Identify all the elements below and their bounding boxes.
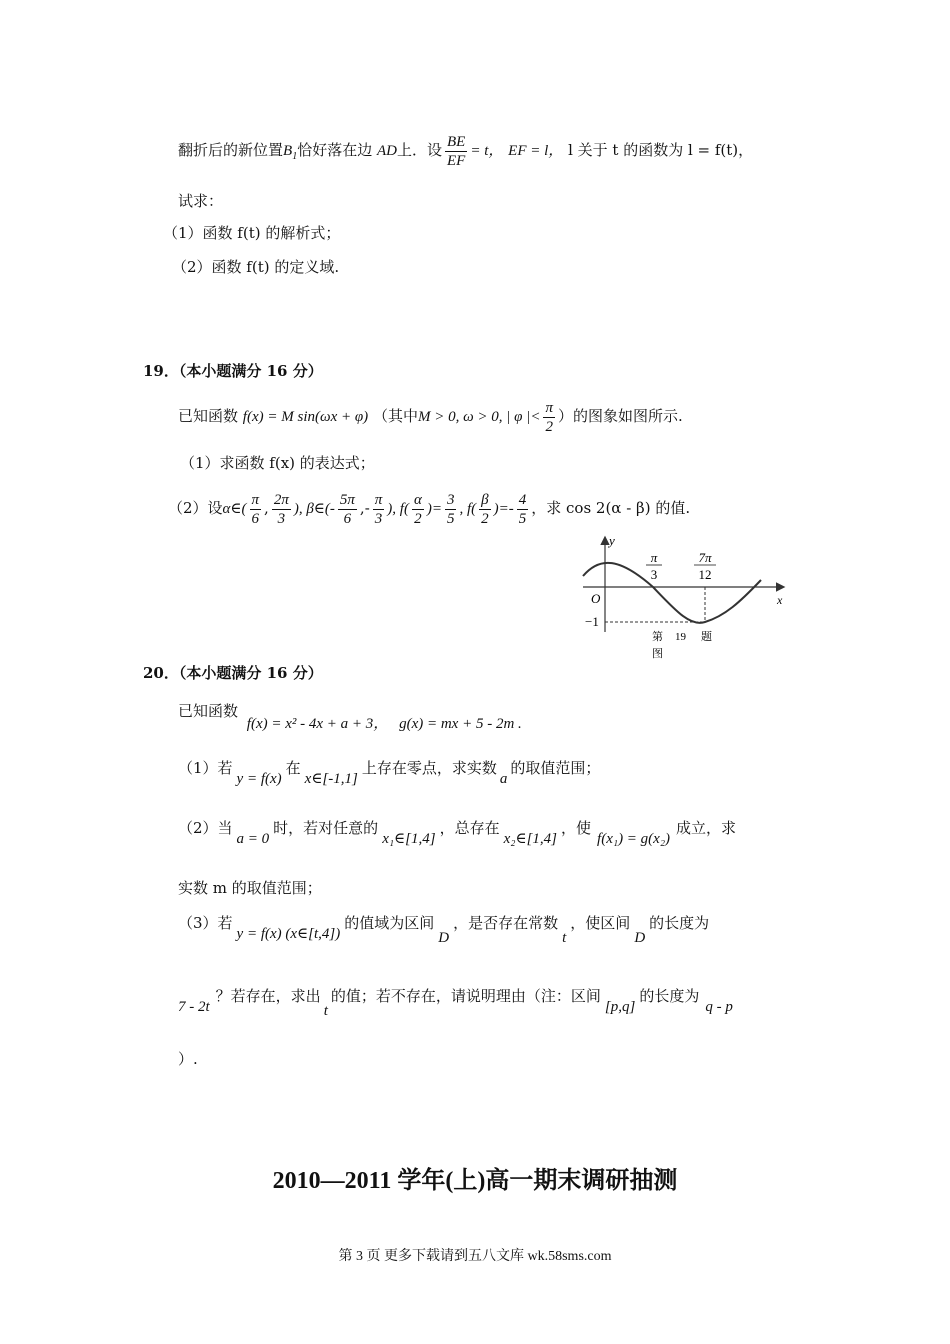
q19-function: f(x) = M sin(ωx + φ): [242, 409, 369, 425]
q18-text-f: EF = l，: [508, 143, 564, 159]
q20-part2-line2: 实数 m 的取值范围；: [178, 879, 322, 897]
q20-p2-g: ，使: [561, 819, 592, 837]
q19-stem: [178, 396, 683, 436]
q20-p3-e: ，是否存在常数: [453, 914, 559, 932]
q20-p3-p: q - p: [705, 999, 733, 1015]
q18-text-a: 翻折后的新位置: [178, 141, 284, 159]
tick-12: 12: [698, 567, 712, 582]
caption-b: 19: [675, 631, 686, 643]
sine-curve: [583, 563, 761, 623]
q19-stem-b: （其中: [372, 407, 418, 425]
caption-c: 题: [701, 631, 712, 643]
q20-p2-d: x₁∈[1,4]: [382, 831, 436, 847]
q20-p2-b: a = 0: [236, 831, 270, 847]
q20-p3-f: t: [562, 930, 567, 946]
frac-alpha-2: $\frac{\alpha}{2}$: [413, 491, 422, 527]
q20-p3-c: 的值域为区间: [344, 914, 435, 932]
caption-a: 第: [652, 631, 663, 643]
tick-pi: π: [650, 550, 658, 565]
q18-ad: AD: [376, 143, 397, 159]
frac-pi-3: $\frac{\pi}{3}$: [374, 491, 383, 527]
q20-p3-o: 的长度为: [639, 987, 700, 1005]
q20-p3-n: [p,q]: [604, 999, 636, 1015]
q18-line1: [178, 130, 753, 170]
q20-p3-b: y = f(x) (x∈[t,4]): [236, 926, 341, 942]
q20-p2-h: f(x₁) = g(x₂): [597, 831, 671, 847]
q19-p2-a: （2）设: [168, 499, 223, 517]
q19-p2-f: )=-: [493, 501, 514, 517]
q20-p3-d: D: [438, 930, 450, 946]
q20-p1-b: y = f(x): [236, 771, 282, 787]
q19-p2-c: ), f(: [387, 501, 409, 517]
origin-label: O: [591, 591, 601, 606]
q20-p3-j: 7 - 2t: [178, 999, 210, 1015]
exam-title: 2010—2011 学年(上)高一期末调研抽测: [272, 1168, 678, 1194]
q20-p2-f: x₂∈[1,4]: [503, 831, 558, 847]
q20-p3-i: 的长度为: [649, 914, 710, 932]
frac-pi-6: $\frac{\pi}{6}$: [251, 491, 260, 527]
q18-text-d: 上．设: [396, 141, 442, 159]
q18-part1: （1）函数 f(t) 的解析式；: [163, 224, 341, 242]
q20-p3-g: ，使区间: [570, 914, 631, 932]
q20-part3-line2: [178, 985, 733, 1021]
q20-p1-e: 上存在零点，求实数: [361, 759, 497, 777]
q20-p3-a: （3）若: [178, 914, 233, 932]
neg-one-label: −1: [585, 614, 599, 629]
q18-line2: 试求：: [178, 192, 224, 210]
q19-heading: 19．（本小题满分 16 分）: [143, 362, 323, 380]
q20-p1-f: a: [499, 771, 508, 787]
page-footer: 第 3 页 更多下载请到五八文库 wk.58sms.com: [338, 1249, 612, 1264]
q20-p1-d: x∈[-1,1]: [304, 771, 358, 787]
q18-text-c: 恰好落在边: [297, 141, 373, 159]
y-label: y: [609, 533, 615, 548]
q18-b1: $B_1$: [283, 143, 298, 162]
q20-heading: 20．（本小题满分 16 分）: [143, 664, 323, 682]
q19-p2-beta: ), β∈(-: [293, 501, 335, 517]
frac-3-5: $\frac{3}{5}$: [446, 491, 455, 527]
x-label: x: [777, 593, 783, 607]
q20-part3-end: ）.: [178, 1050, 198, 1068]
q20-part3: [178, 912, 709, 948]
q20-p2-a: （2）当: [178, 819, 233, 837]
q18-text-g: l 关于 t 的函数为 l = f(t)，: [568, 141, 754, 159]
q19-p2-alpha: α∈(: [222, 501, 247, 517]
q20-g: g(x) = mx + 5 - 2m .: [399, 716, 522, 732]
q19-part2: （2）设α∈( $\frac{\pi}{6}$ , $\frac{2\pi}{3}$ ), β∈(- $\frac{5\pi}{6}$ ,- $\frac{\pi}{3}$ ), f( $\frac{\alpha}{2}$ )= $\frac{3}{5}$ , f( $\frac{\beta}{2}$ )=- $\frac{4}{5}$ ，求 cos 2(α - β) 的值.: [168, 491, 691, 527]
q18-fraction: $\frac{BE}{EF}$: [447, 133, 466, 169]
q20-p1-g: 的取值范围；: [510, 759, 601, 777]
q20-p2-e: ，总存在: [439, 819, 500, 837]
q19-stem-d: ）的图象如图所示.: [557, 407, 683, 425]
q19-p2-d: )=: [426, 501, 442, 517]
frac-5pi-6: $\frac{5\pi}{6}$: [339, 491, 355, 527]
tick-3: 3: [650, 567, 658, 582]
frac-2pi-3: $\frac{2\pi}{3}$: [273, 491, 289, 527]
q20-p3-k: ？若存在，求出: [215, 987, 321, 1005]
q18-part2: （2）函数 f(t) 的定义域.: [172, 258, 340, 276]
q19-p2-e: , f(: [459, 501, 477, 517]
q20-stem-a: 已知函数: [178, 702, 239, 720]
q20-f: f(x) = x² - 4x + a + 3，: [246, 716, 389, 732]
frac-4-5: $\frac{4}{5}$: [518, 491, 527, 527]
q20-p3-m: 的值；若不存在，请说明理由（注：区间: [330, 987, 601, 1005]
frac-beta-2: $\frac{\beta}{2}$: [481, 491, 489, 527]
q18-text-e: = t，: [470, 143, 504, 159]
q19-pi-over-2: $\frac{\pi}{2}$: [545, 399, 553, 435]
q20-p2-i: 成立，求: [676, 819, 737, 837]
q19-conditions: M > 0, ω > 0, | φ |<: [417, 409, 541, 425]
caption-d: 图: [652, 648, 663, 660]
q20-p1-a: （1）若: [178, 759, 233, 777]
q19-part1: （1）求函数 f(x) 的表达式；: [180, 454, 375, 472]
q20-p1-c: 在: [285, 759, 301, 777]
q20-p2-c: 时，若对任意的: [273, 819, 379, 837]
q19-p2-g: ，求 cos 2(α - β) 的值.: [531, 499, 691, 517]
q20-p3-l: t: [323, 1003, 328, 1019]
q20-p3-h: D: [634, 930, 646, 946]
tick-7pi: 7π: [698, 550, 712, 565]
q19-stem-a: 已知函数: [178, 407, 239, 425]
q20-stem: [178, 700, 522, 736]
q19-sine-graph: [575, 532, 795, 667]
q20-part1: [178, 757, 600, 793]
q20-part2: [178, 817, 736, 853]
